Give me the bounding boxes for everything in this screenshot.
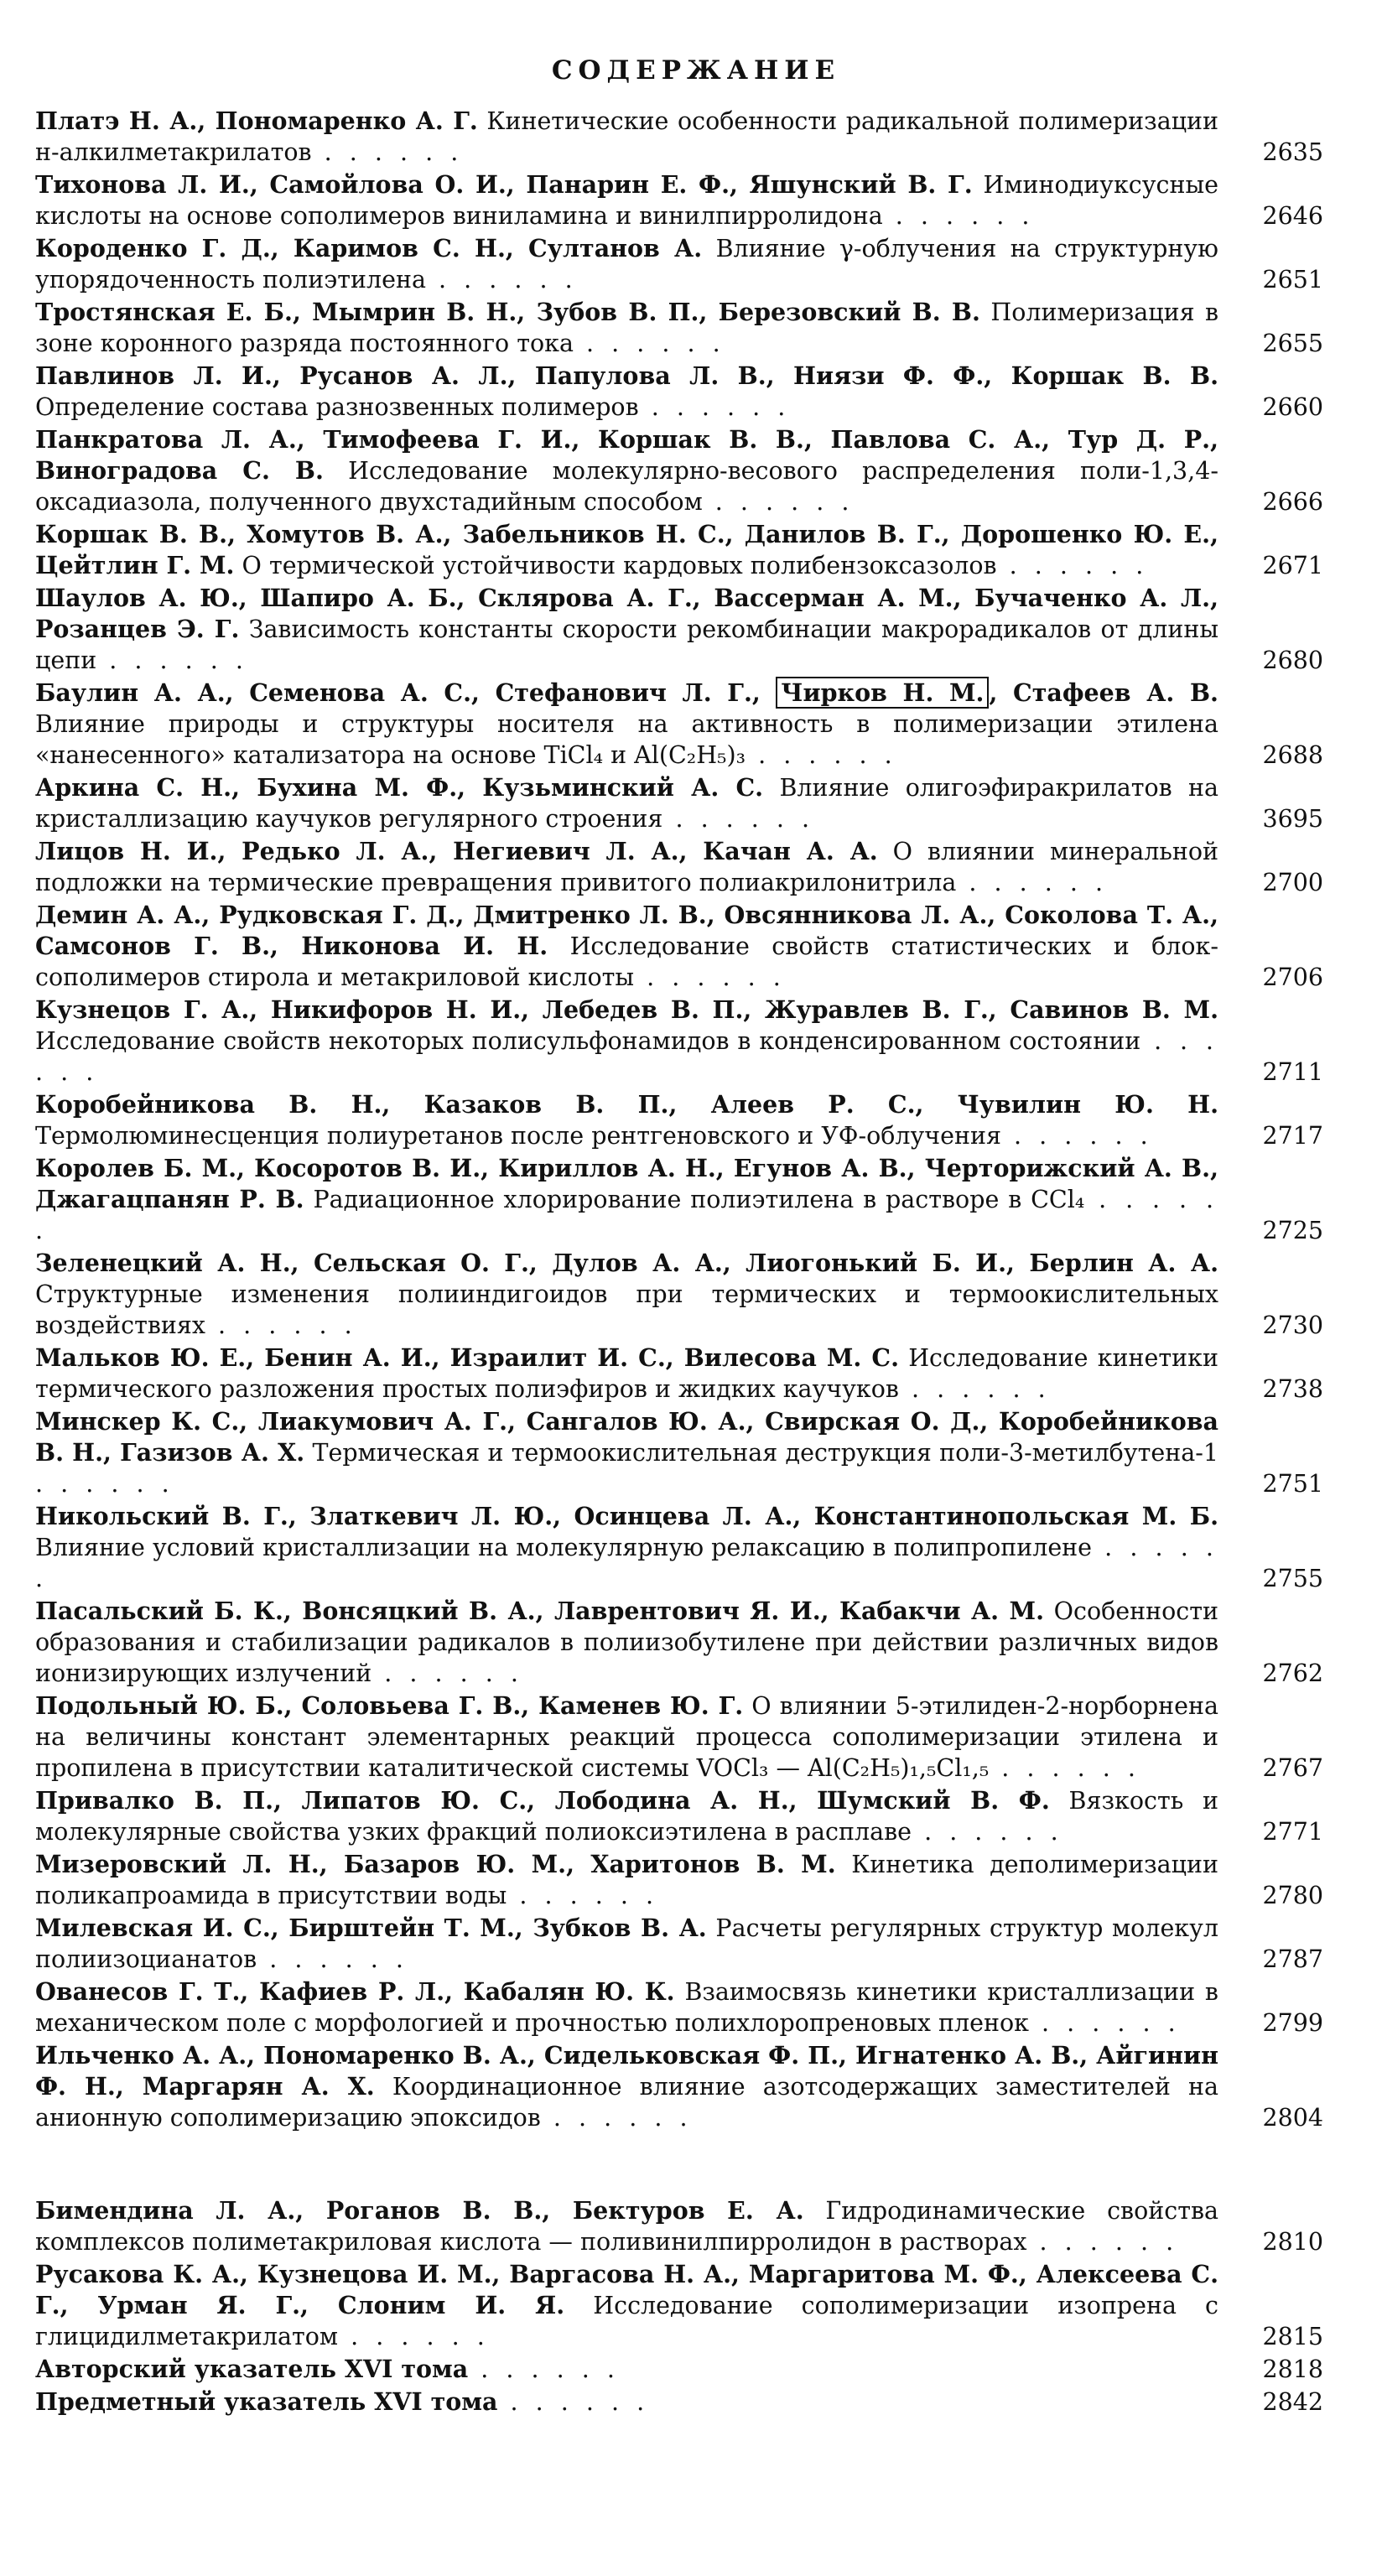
- toc-entry[interactable]: [35, 583, 1323, 676]
- toc-entry-text: [35, 297, 1218, 359]
- entry-title: Исследование свойств некоторых полисульфонамидов в конденсированном состоянии: [35, 1027, 1141, 1055]
- entry-title: Вязкость и молекулярные свойства узких фракций полиоксиэтилена в расплаве: [35, 1787, 1218, 1846]
- toc-entry[interactable]: [35, 2259, 1323, 2352]
- toc-entry-text: [35, 2195, 1218, 2257]
- entry-authors: Королев Б. М., Косоротов В. И., Кириллов А. Н., Егунов А. В., Черторижский А. В., Джагацпанян Р. В.: [35, 1154, 1218, 1213]
- entry-authors: Никольский В. Г., Златкевич Л. Ю., Осинцева Л. А., Константинопольская М. Б.: [35, 1502, 1218, 1530]
- entry-page-number: 2646: [1262, 202, 1323, 230]
- toc-entry-text: [35, 995, 1218, 1088]
- toc-entry[interactable]: [35, 2040, 1323, 2133]
- entry-page-number: 2655: [1262, 330, 1323, 357]
- entry-authors: Павлинов Л. И., Русанов А. Л., Папулова Л. В., Ниязи Ф. Ф., Коршак В. В.: [35, 361, 1218, 390]
- entry-authors: Мальков Ю. Е., Бенин А. И., Израилит И. С., Вилесова М. С.: [35, 1343, 899, 1372]
- entry-title: О влиянии минеральной подложки на термические превращения привитого полиакрилонитрила: [35, 838, 1218, 896]
- entry-title: Влияние γ-облучения на структурную упорядоченность полиэтилена: [35, 235, 1218, 293]
- toc-entry-text: [35, 836, 1218, 898]
- entry-page-number: 2660: [1262, 393, 1323, 421]
- entry-page-number: 2755: [1262, 1565, 1323, 1592]
- toc-entry-text: [35, 2354, 1218, 2385]
- entry-page-number: 2804: [1262, 2104, 1323, 2132]
- leader-dots: . . . . . .: [35, 1470, 174, 1498]
- entry-authors: Зеленецкий А. Н., Сельская О. Г., Дулов А. А., Лиогонький Б. И., Берлин А. А.: [35, 1249, 1218, 1277]
- toc-entry-text: [35, 519, 1218, 581]
- toc-entry[interactable]: [35, 1976, 1323, 2038]
- entry-title: Иминодиуксусные кислоты на основе сополимеров виниламина и винилпирролидона: [35, 171, 1219, 230]
- entry-authors: Подольный Ю. Б., Соловьева Г. В., Каменев Ю. Г.: [35, 1691, 744, 1720]
- toc-entry[interactable]: [35, 519, 1323, 581]
- entry-authors: Панкратова Л. А., Тимофеева Г. И., Коршак В. В., Павлова С. А., Тур Д. Р., Виноградова С. В.: [35, 425, 1218, 485]
- entry-authors: Платэ Н. А., Пономаренко А. Г.: [35, 106, 478, 135]
- table-of-contents-continued: [35, 2195, 1323, 2418]
- entry-authors: Баулин А. А., Семенова А. С., Стефанович Л. Г.,: [35, 678, 777, 707]
- entry-authors: Ильченко А. А., Пономаренко В. А., Сидельковская Ф. П., Игнатенко А. В., Айгинин Ф. Н., Маргарян А. Х.: [35, 2041, 1218, 2101]
- entry-page-number: 2738: [1262, 1375, 1323, 1403]
- page-title: СОДЕРЖАНИЕ: [551, 55, 841, 86]
- leader-dots: . . . . . .: [956, 869, 1109, 896]
- toc-entry[interactable]: [35, 1785, 1323, 1847]
- toc-entry-text: [35, 233, 1218, 295]
- toc-entry-text: [35, 1976, 1218, 2038]
- entry-authors: Пасальский Б. К., Вонсяцкий В. А., Лаврентович Я. И., Кабакчи А. М.: [35, 1597, 1045, 1625]
- toc-entry[interactable]: [35, 836, 1323, 898]
- entry-authors: Коробейникова В. Н., Казаков В. П., Алеев Р. С., Чувилин Ю. Н.: [35, 1090, 1218, 1119]
- leader-dots: . . . . . .: [1026, 2228, 1179, 2256]
- toc-entry-text: [35, 169, 1218, 231]
- entry-page-number: 2717: [1262, 1122, 1323, 1150]
- leader-dots: . . . . . .: [468, 2355, 620, 2383]
- entry-authors: Тихонова Л. И., Самойлова О. И., Панарин Е. Ф., Яшунский В. Г.: [35, 170, 973, 199]
- leader-dots: . . . . . .: [35, 1186, 1219, 1244]
- entry-page-number: 2730: [1262, 1311, 1323, 1339]
- toc-entry-text: [35, 1406, 1218, 1499]
- toc-entry[interactable]: [35, 1343, 1323, 1405]
- leader-dots: . . . . . .: [996, 552, 1149, 579]
- toc-entry-text: [35, 1089, 1218, 1151]
- leader-dots: . . . . . .: [257, 1945, 408, 1973]
- entry-author-boxed: Чирков Н. М.: [776, 677, 989, 709]
- entry-page-number: 2771: [1262, 1818, 1323, 1846]
- leader-dots: . . . . . .: [540, 2104, 693, 2132]
- entry-title: Особенности образования и стабилизации радикалов в полиизобутилене при действии различных видов ионизирующих излучений: [35, 1597, 1219, 1687]
- entry-title: Полимеризация в зоне коронного разряда постоянного тока: [35, 299, 1219, 357]
- toc-entry-text: [35, 900, 1218, 993]
- toc-entry-text: [35, 1849, 1218, 1911]
- entry-title: Термическая и термоокислительная деструкция поли-3-метилбутена-1: [312, 1439, 1218, 1467]
- toc-entry-text: [35, 2259, 1218, 2352]
- entry-title: Влияние условий кристаллизации на молекулярную релаксацию в полипропилене: [35, 1534, 1093, 1561]
- toc-entry[interactable]: [35, 1913, 1323, 1975]
- toc-entry[interactable]: [35, 2195, 1323, 2257]
- toc-entry-text: [35, 1690, 1218, 1784]
- entry-authors: Бимендина Л. А., Роганов В. В., Бектуров Е. А.: [35, 2196, 804, 2225]
- entry-page-number: 2767: [1262, 1754, 1323, 1782]
- entry-page-number: 2842: [1262, 2388, 1323, 2416]
- entry-page-number: 2666: [1262, 488, 1323, 516]
- entry-page-number: 2671: [1262, 552, 1323, 579]
- leader-dots: . . . . . .: [311, 138, 464, 166]
- entry-authors: Минскер К. С., Лиакумович А. Г., Сангалов Ю. А., Свирская О. Д., Коробейникова В. Н., Газизов А. Х.: [35, 1407, 1218, 1467]
- entry-title: Расчеты регулярных структур молекул полиизоцианатов: [35, 1914, 1218, 1973]
- toc-entry[interactable]: [35, 169, 1323, 231]
- entry-title: Структурные изменения полииндигоидов при термических и термоокислительных воздействиях: [35, 1280, 1218, 1339]
- leader-dots: . . . . . .: [507, 1882, 659, 1909]
- leader-dots: . . . . . .: [573, 330, 725, 357]
- entry-title: Взаимосвязь кинетики кристаллизации в механическом поле с морфологией и прочностью полихлоропреновых пленок: [35, 1978, 1218, 2037]
- toc-entry-text: [35, 1913, 1218, 1975]
- toc-entry[interactable]: [35, 424, 1323, 517]
- entry-authors: Кузнецов Г. А., Никифоров Н. И., Лебедев В. П., Журавлев В. Г., Савинов В. М.: [35, 995, 1218, 1024]
- leader-dots: . . . . . .: [338, 2323, 490, 2350]
- entry-authors: Короденко Г. Д., Каримов С. Н., Султанов А.: [35, 234, 703, 262]
- toc-entry-text: [35, 678, 1218, 771]
- entry-title: Координационное влияние азотсодержащих заместителей на анионную сополимеризацию эпоксидов: [35, 2073, 1218, 2132]
- entry-page-number: 2651: [1262, 266, 1323, 293]
- toc-entry[interactable]: [35, 900, 1323, 993]
- entry-page-number: 2780: [1262, 1882, 1323, 1909]
- entry-page-number: 2751: [1262, 1470, 1323, 1498]
- toc-entry[interactable]: [35, 1153, 1323, 1246]
- toc-entry[interactable]: [35, 233, 1323, 295]
- leader-dots: . . . . . .: [35, 1027, 1218, 1086]
- toc-entry-text: [35, 361, 1218, 423]
- toc-entry[interactable]: [35, 1690, 1323, 1784]
- entry-page-number: 2787: [1262, 1945, 1323, 1973]
- entry-title: Определение состава разнозвенных полимеров: [35, 393, 639, 421]
- entry-authors: Аркина С. Н., Бухина М. Ф., Кузьминский А. С.: [35, 773, 764, 802]
- toc-entry[interactable]: [35, 1596, 1323, 1689]
- leader-dots: . . . . . .: [425, 266, 578, 293]
- toc-entry-text: [35, 1785, 1218, 1847]
- entry-title: Радиационное хлорирование полиэтилена в растворе в CCl₄: [313, 1186, 1085, 1213]
- toc-entry-text: [35, 1153, 1218, 1246]
- entry-authors: Предметный указатель XVI тома: [35, 2387, 498, 2416]
- entry-page-number: 2762: [1262, 1659, 1323, 1687]
- toc-entry-text: [35, 583, 1218, 676]
- toc-entry[interactable]: [35, 772, 1323, 834]
- leader-dots: . . . . . .: [746, 741, 897, 769]
- toc-entry[interactable]: [35, 1089, 1323, 1151]
- toc-entry-text: [35, 1596, 1218, 1689]
- toc-entry-text: [35, 772, 1218, 834]
- entry-page-number: 2815: [1262, 2323, 1323, 2350]
- toc-entry[interactable]: [35, 106, 1323, 168]
- entry-authors: Привалко В. П., Липатов Ю. С., Лободина А. Н., Шумский В. Ф.: [35, 1786, 1050, 1815]
- entry-page-number: 2706: [1262, 963, 1323, 991]
- toc-entry[interactable]: [35, 297, 1323, 359]
- entry-page-number: 2700: [1262, 869, 1323, 896]
- leader-dots: . . . . . .: [989, 1754, 1140, 1782]
- leader-dots: . . . . . .: [912, 1818, 1063, 1846]
- entry-title: Исследование молекулярно-весового распределения поли-1,3,4-оксадиазола, полученного двухстадийным способом: [35, 457, 1219, 516]
- entry-authors: Ованесов Г. Т., Кафиев Р. Л., Кабалян Ю. К.: [35, 1977, 675, 2006]
- leader-dots: . . . . . .: [662, 805, 815, 833]
- leader-dots: . . . . . .: [638, 393, 791, 421]
- entry-authors: Коршак В. В., Хомутов В. А., Забельников Н. С., Данилов В. Г., Дорошенко Ю. Е., Цейтлин Г. М.: [35, 520, 1218, 579]
- toc-entry[interactable]: [35, 361, 1323, 423]
- toc-entry[interactable]: [35, 2354, 1323, 2385]
- entry-title: Влияние природы и структуры носителя на активность в полимеризации этилена «нанесенного» катализатора на основе TiCl₄ и Al(C₂H₅)₃: [35, 710, 1218, 769]
- entry-authors: Мизеровский Л. Н., Базаров Ю. М., Харитонов В. М.: [35, 1850, 836, 1878]
- entry-title: Влияние олигоэфиракрилатов на кристаллизацию каучуков регулярного строения: [35, 774, 1219, 833]
- toc-entry-text: [35, 1501, 1218, 1594]
- leader-dots: . . . . . .: [371, 1659, 523, 1687]
- leader-dots: . . . . . .: [702, 488, 855, 516]
- leader-dots: . . . . . .: [898, 1375, 1051, 1403]
- leader-dots: . . . . . .: [882, 202, 1035, 230]
- toc-entry[interactable]: [35, 995, 1323, 1088]
- entry-authors: Русакова К. А., Кузнецова И. М., Варгасова Н. А., Маргаритова М. Ф., Алексеева С. Г., Урман Я. Г., Слоним И. Я.: [35, 2260, 1218, 2319]
- entry-title: Термолюминесценция полиуретанов после рентгеновского и УФ-облучения: [35, 1122, 1001, 1150]
- toc-entry-text: [35, 1343, 1218, 1405]
- toc-entry[interactable]: [35, 678, 1323, 771]
- entry-authors: Милевская И. С., Бирштейн Т. М., Зубков В. А.: [35, 1914, 707, 1942]
- toc-entry[interactable]: [35, 1849, 1323, 1911]
- toc-entry-text: [35, 424, 1218, 517]
- entry-title: Исследование сополимеризации изопрена с глицидилметакрилатом: [35, 2292, 1219, 2350]
- entry-title: Исследование кинетики термического разложения простых полиэфиров и жидких каучуков: [35, 1344, 1218, 1403]
- leader-dots: . . . . . .: [634, 963, 786, 991]
- leader-dots: . . . . . .: [1000, 1122, 1153, 1150]
- entry-page-number: 2711: [1262, 1058, 1323, 1086]
- entry-authors: Шаулов А. Ю., Шапиро А. Б., Склярова А. Г., Вассерман А. М., Бучаченко А. Л., Розанцев Э. Г.: [35, 584, 1218, 643]
- entry-title: Кинетические особенности радикальной полимеризации н-алкилметакрилатов: [35, 107, 1219, 166]
- toc-entry-text: [35, 2386, 1218, 2418]
- toc-entry-text: [35, 2040, 1218, 2133]
- leader-dots: . . . . . .: [35, 1534, 1218, 1592]
- toc-entry[interactable]: [35, 1248, 1323, 1341]
- entry-page-number: 3695: [1262, 805, 1323, 833]
- toc-entry-text: [35, 1248, 1218, 1341]
- entry-page-number: 2799: [1262, 2009, 1323, 2037]
- section-gap: [35, 2135, 1323, 2195]
- entry-title: О термической устойчивости кардовых полибензоксазолов: [242, 552, 997, 579]
- toc-entry[interactable]: [35, 1406, 1323, 1499]
- toc-entry[interactable]: [35, 1501, 1323, 1594]
- toc-entry[interactable]: [35, 2386, 1323, 2418]
- leader-dots: . . . . . .: [497, 2388, 650, 2416]
- leader-dots: . . . . . .: [96, 647, 248, 674]
- entry-authors: Авторский указатель XVI тома: [35, 2355, 469, 2383]
- entry-title: Гидродинамические свойства комплексов полиметакриловая кислота — поливинилпирролидон в растворах: [35, 2197, 1218, 2256]
- entry-title: Кинетика деполимеризации поликапроамида в присутствии воды: [35, 1851, 1218, 1909]
- table-of-contents: [35, 106, 1323, 2133]
- entry-title: О влиянии 5-этилиден-2-норборнена на величины констант элементарных реакций процесса сополимеризации этилена и пропилена в присутствии каталитической системы VOCl₃ — Al(C₂H₅)₁,₅Cl₁,₅: [35, 1692, 1218, 1782]
- entry-page-number: 2688: [1262, 741, 1323, 769]
- entry-authors: Лицов Н. И., Редько Л. А., Негиевич Л. А., Качан А. А.: [35, 837, 878, 865]
- entry-authors: Демин А. А., Рудковская Г. Д., Дмитренко Л. В., Овсянникова Л. А., Соколова Т. А., Самсонов Г. В., Никонова И. Н.: [35, 901, 1218, 960]
- entry-page-number: 2635: [1262, 138, 1323, 166]
- entry-page-number: 2680: [1262, 647, 1323, 674]
- toc-entry-text: [35, 106, 1218, 168]
- entry-authors: Тростянская Е. Б., Мымрин В. Н., Зубов В. П., Березовский В. В.: [35, 298, 980, 326]
- entry-page-number: 2725: [1262, 1217, 1323, 1244]
- leader-dots: . . . . . .: [1028, 2009, 1181, 2037]
- entry-title: Зависимость константы скорости рекомбинации макрорадикалов от длины цепи: [35, 615, 1219, 674]
- leader-dots: . . . . . .: [205, 1311, 357, 1339]
- entry-page-number: 2810: [1262, 2228, 1323, 2256]
- entry-authors-cont: , Стафеев А. В.: [989, 678, 1218, 707]
- entry-page-number: 2818: [1262, 2355, 1323, 2383]
- entry-title: Исследование свойств статистических и блок-сополимеров стирола и метакриловой кислоты: [35, 932, 1219, 991]
